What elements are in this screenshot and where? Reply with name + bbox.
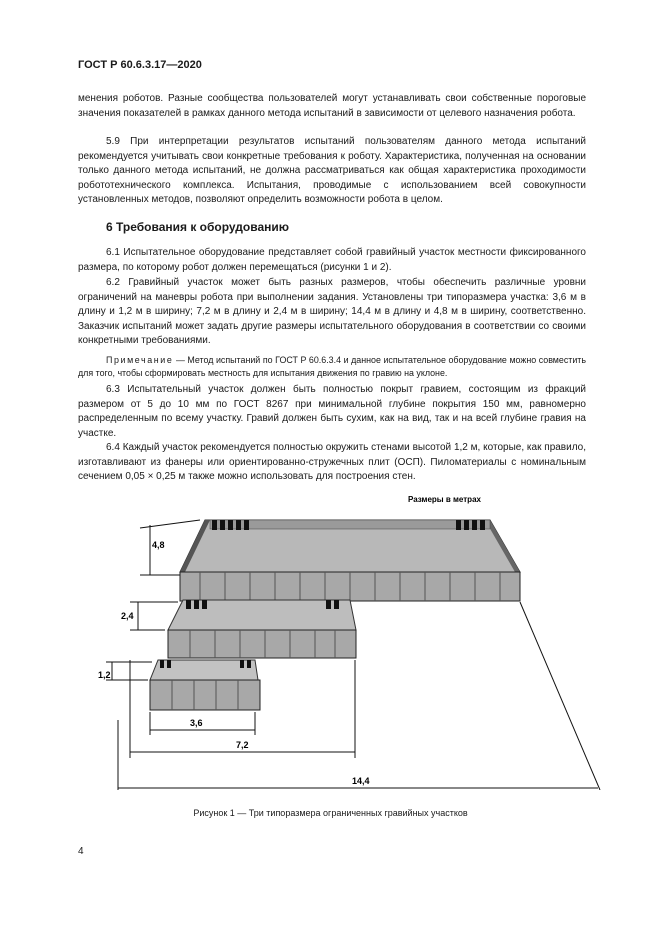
paragraph-6-1: 6.1 Испытательное оборудование представляет собой гравийный участок местности фиксированного размера, по которому робот должен перемещаться (рисунки 1 и 2). <box>78 247 586 273</box>
paragraph-6-4: 6.4 Каждый участок рекомендуется полностью окружить стенами высотой 1,2 м, которые, как правило, изготавливают из фанеры или ориентированно-стружечных плит (ОСП). Пиломатериалы с номинальным сечением 0,05 × 0,25 м также можно использовать для построения стен. <box>78 442 586 483</box>
note <box>78 354 586 379</box>
document-header: ГОСТ Р 60.6.3.17—2020 <box>78 59 202 71</box>
figure-caption: Рисунок 1 — Три типоразмера ограниченных гравийных участков <box>193 808 468 818</box>
paragraph-6-3: 6.3 Испытательный участок должен быть полностью покрыт гравием, состоящим из фракций размером от 5 до 10 мм по ГОСТ 8267 при минимальной глубине покрытия 150 мм, равномерно распределенным по всему участку. Гравий должен быть сухим, как на вид, так и на всей глубине гравия на участке. <box>78 384 586 439</box>
paragraph-continuation: менения роботов. Разные сообщества пользователей могут устанавливать свои собственные пороговые значения показателей в рамках данного метода испытаний в зависимости от целевого назначения робота. <box>78 93 586 119</box>
small-gravel-plot <box>150 660 260 710</box>
paragraph-6-2: 6.2 Гравийный участок может быть разных размеров, чтобы обеспечить различные уровни ограничений на маневры робота при выполнении задания. Установлены три типоразмера участка: 3,6 м в длину и 1,2 м в ширину; 7,2 м в длину и 2,4 м в ширину; 14,4 м в длину и 4,8 м в ширину, соответственно. Заказчик испытаний может задать другие размеры испытательного оборудования в соответствии со своими конкретными требованиями. <box>78 277 586 347</box>
note-label: Примечание <box>106 355 174 365</box>
units-label: Размеры в метрах <box>408 495 481 504</box>
large-gravel-plot <box>180 520 520 601</box>
dim-length-medium: 7,2 <box>236 740 249 750</box>
figure-gravel-plots <box>0 490 661 790</box>
note-text: — Метод испытаний по ГОСТ Р 60.6.3.4 и данное испытательное оборудование можно совместить для того, чтобы сформировать местность для испытания движения по гравию на уклоне. <box>78 355 586 378</box>
page-number: 4 <box>78 846 84 857</box>
dim-length-small: 3,6 <box>190 718 203 728</box>
dim-width-small: 1,2 <box>98 670 111 680</box>
medium-gravel-plot <box>168 600 356 658</box>
dim-width-medium: 2,4 <box>121 611 134 621</box>
dim-length-large: 14,4 <box>352 776 370 786</box>
dim-width-large: 4,8 <box>152 540 165 550</box>
paragraph-5-9: 5.9 При интерпретации результатов испытаний пользователям данного метода испытаний рекомендуется учитывать свои конкретные требования к роботу. Характеристика, полученная на основании только данного метода испытаний, не должна рассматриваться как общая характеристика проходимости робототехнического комплекса. Испытания, проводимые с использованием всей совокупности установленных методов, позволяют определить возможности робота в целом. <box>78 136 586 206</box>
section-heading: 6 Требования к оборудованию <box>106 220 289 234</box>
